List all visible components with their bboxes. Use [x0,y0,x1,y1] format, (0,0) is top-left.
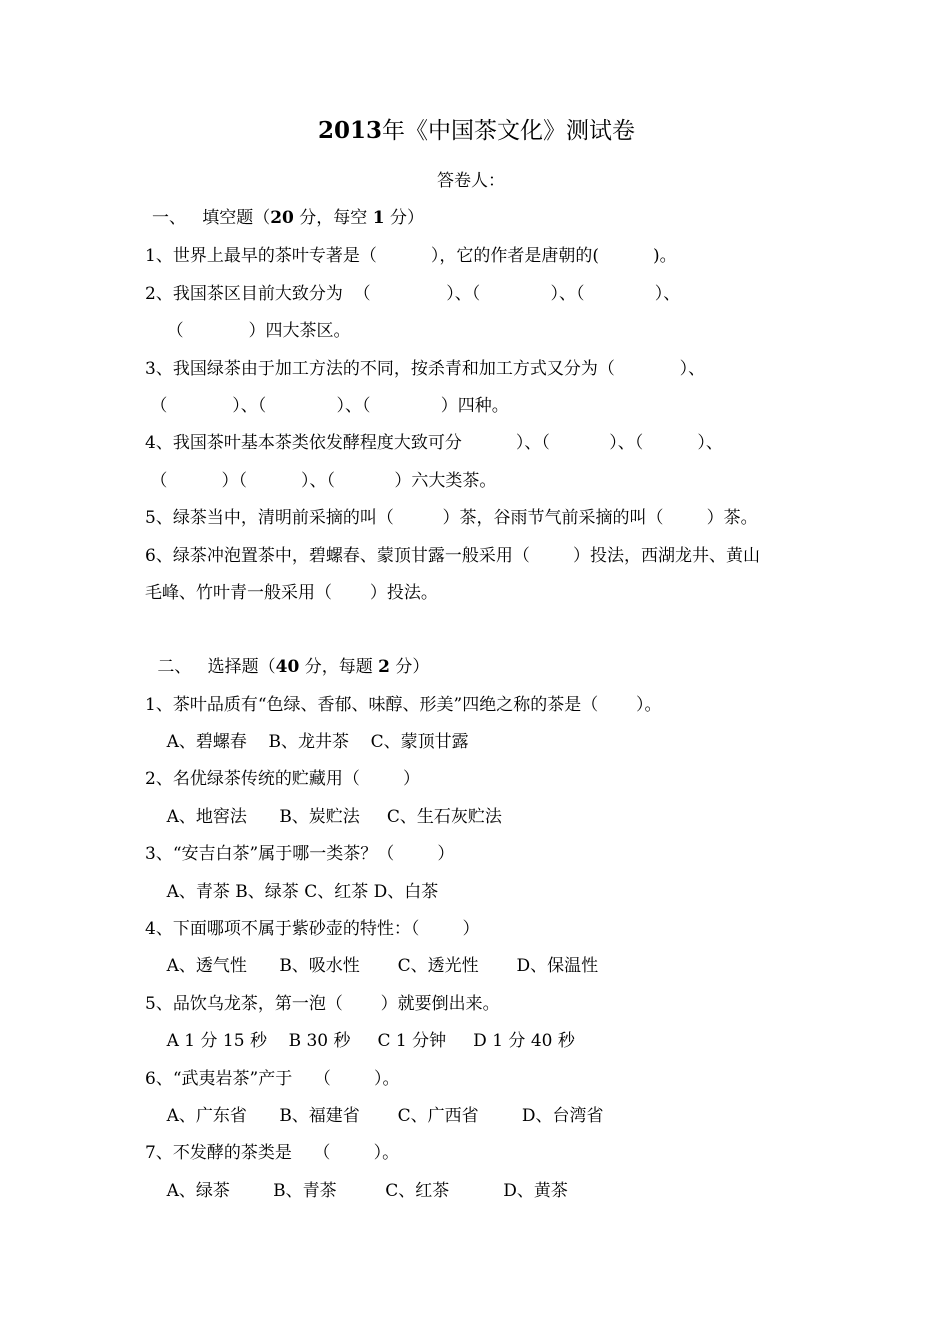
fill-question-2-cont: （ ）四大茶区。 [145,321,351,341]
fill-question-4-cont: （ ）（ ）、（ ）六大类茶。 [145,471,497,491]
page-title [318,117,636,144]
choice-options-3: A、青茶 B、绿茶 C、红茶 D、白茶 [145,882,439,902]
choice-options-4: A、透气性 B、吸水性 C、透光性 D、保温性 [145,956,599,976]
answerer-label: 答卷人： [437,171,505,191]
fill-question-1: 1、世界上最早的茶叶专著是（ ），它的作者是唐朝的( )。 [145,246,677,266]
choice-question-1: 1、茶叶品质有“色绿、香郁、味醇、形美”四绝之称的茶是（ ）。 [145,695,662,715]
choice-options-6: A、广东省 B、福建省 C、广西省 D、台湾省 [145,1106,604,1126]
title-year: 2013 [318,117,383,144]
choice-question-6: 6、“武夷岩茶”产于 （ ）。 [145,1069,400,1089]
fill-question-6: 6、绿茶冲泡置茶中，碧螺春、蒙顶甘露一般采用（ ）投法，西湖龙井、黄山 [145,546,761,566]
fill-question-3-cont: （ ）、（ ）、（ ）四种。 [145,396,509,416]
choice-question-3: 3、“安吉白茶”属于哪一类茶？（ ） [145,844,455,864]
choice-question-5: 5、品饮乌龙茶，第一泡（ ）就要倒出来。 [145,994,500,1014]
fill-question-5: 5、绿茶当中，清明前采摘的叫（ ）茶，谷雨节气前采摘的叫（ ）茶。 [145,508,758,528]
choice-options-5: A 1 分 15 秒 B 30 秒 C 1 分钟 D 1 分 40 秒 [145,1031,575,1051]
choice-options-2: A、地窖法 B、炭贮法 C、生石灰贮法 [145,807,502,827]
section-heading-multiple-choice: 二、 选择题（40 分，每题 2 分） [152,657,430,677]
choice-options-7: A、绿茶 B、青茶 C、红茶 D、黄茶 [145,1181,568,1201]
fill-question-3: 3、我国绿茶由于加工方法的不同，按杀青和加工方式又分为（ ）、 [145,359,706,379]
choice-question-4: 4、下面哪项不属于紫砂壶的特性：（ ） [145,919,480,939]
fill-question-4: 4、我国茶叶基本茶类依发酵程度大致可分 ）、（ ）、（ ）、 [145,433,723,453]
title-text: 年《中国茶文化》测试卷 [382,118,636,144]
choice-question-2: 2、名优绿茶传统的贮藏用（ ） [145,769,421,789]
choice-options-1: A、碧螺春 B、龙井茶 C、蒙顶甘露 [145,732,469,752]
section-heading-fill-in: 一、 填空题（20 分，每空 1 分） [152,208,424,228]
fill-question-2: 2、我国茶区目前大致分为 （ ）、（ ）、（ ）、 [145,284,681,304]
choice-question-7: 7、不发酵的茶类是 （ ）。 [145,1143,400,1163]
fill-question-6-cont: 毛峰、竹叶青一般采用（ ）投法。 [145,583,438,603]
